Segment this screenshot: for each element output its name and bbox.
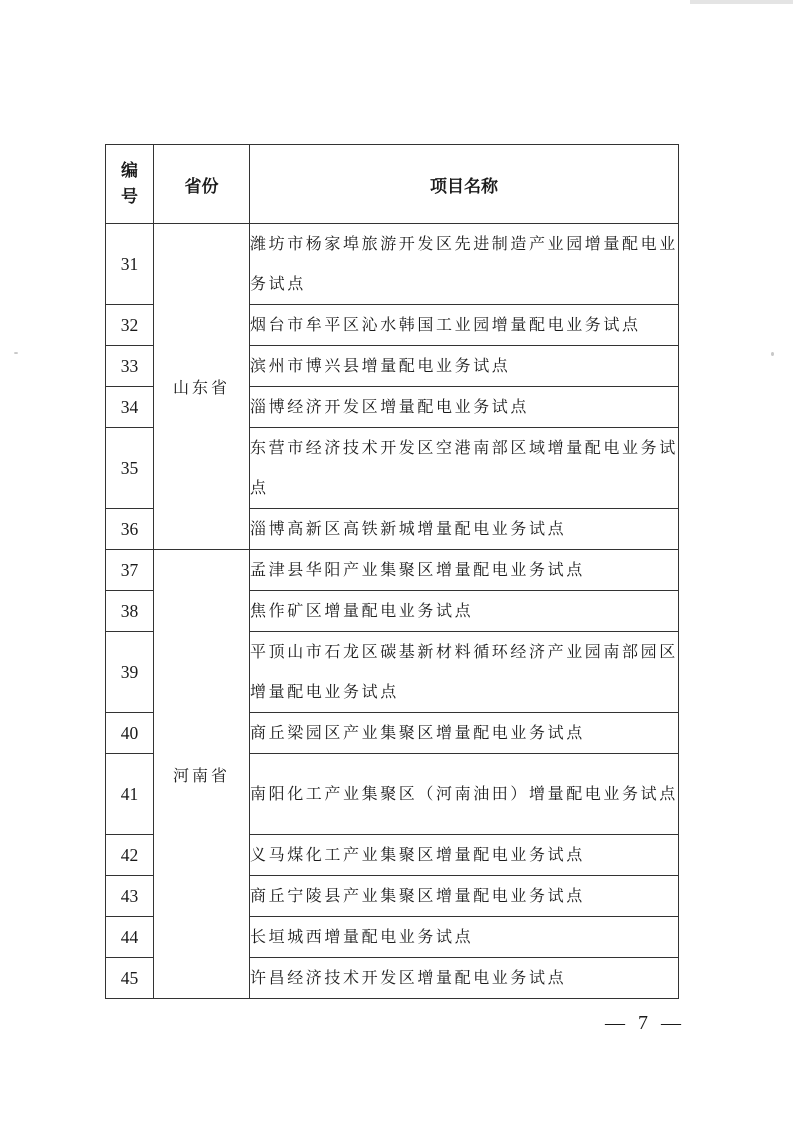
row-number: 32 [106, 305, 154, 346]
project-name-cell: 长垣城西增量配电业务试点 [250, 917, 679, 958]
row-number: 43 [106, 876, 154, 917]
row-number: 41 [106, 754, 154, 835]
row-number: 38 [106, 591, 154, 632]
project-name-cell: 烟台市牟平区沁水韩国工业园增量配电业务试点 [250, 305, 679, 346]
header-province: 省份 [154, 145, 250, 224]
table-row [106, 224, 679, 305]
row-number: 33 [106, 346, 154, 387]
row-number: 45 [106, 958, 154, 999]
project-name-cell: 淄博高新区高铁新城增量配电业务试点 [250, 509, 679, 550]
table-row [106, 550, 679, 591]
project-name-cell: 平顶山市石龙区碳基新材料循环经济产业园南部园区增量配电业务试点 [250, 632, 679, 713]
project-name-cell: 淄博经济开发区增量配电业务试点 [250, 387, 679, 428]
row-number: 39 [106, 632, 154, 713]
project-name-cell: 焦作矿区增量配电业务试点 [250, 591, 679, 632]
header-number-label: 编号 [121, 161, 138, 207]
row-number: 34 [106, 387, 154, 428]
project-name-cell: 义马煤化工产业集聚区增量配电业务试点 [250, 835, 679, 876]
page-number: — 7 — [605, 1012, 685, 1034]
row-number: 42 [106, 835, 154, 876]
project-name-cell: 南阳化工产业集聚区（河南油田）增量配电业务试点 [250, 754, 679, 835]
table-body [106, 224, 679, 999]
project-name-cell: 孟津县华阳产业集聚区增量配电业务试点 [250, 550, 679, 591]
project-name-cell: 商丘梁园区产业集聚区增量配电业务试点 [250, 713, 679, 754]
header-number [106, 145, 154, 224]
row-number: 36 [106, 509, 154, 550]
row-number: 35 [106, 428, 154, 509]
project-table [105, 144, 679, 999]
project-name-cell: 商丘宁陵县产业集聚区增量配电业务试点 [250, 876, 679, 917]
scan-speck-right [771, 352, 774, 356]
row-number: 44 [106, 917, 154, 958]
province-cell: 山东省 [154, 224, 250, 550]
province-cell: 河南省 [154, 550, 250, 999]
row-number: 37 [106, 550, 154, 591]
header-project-name: 项目名称 [250, 145, 679, 224]
project-name-cell: 潍坊市杨家埠旅游开发区先进制造产业园增量配电业务试点 [250, 224, 679, 305]
project-name-cell: 许昌经济技术开发区增量配电业务试点 [250, 958, 679, 999]
row-number: 31 [106, 224, 154, 305]
project-name-cell: 滨州市博兴县增量配电业务试点 [250, 346, 679, 387]
row-number: 40 [106, 713, 154, 754]
scan-speck-left [14, 352, 18, 354]
scan-edge-mark [690, 0, 793, 4]
table-header-row [106, 145, 679, 224]
project-name-cell: 东营市经济技术开发区空港南部区域增量配电业务试点 [250, 428, 679, 509]
